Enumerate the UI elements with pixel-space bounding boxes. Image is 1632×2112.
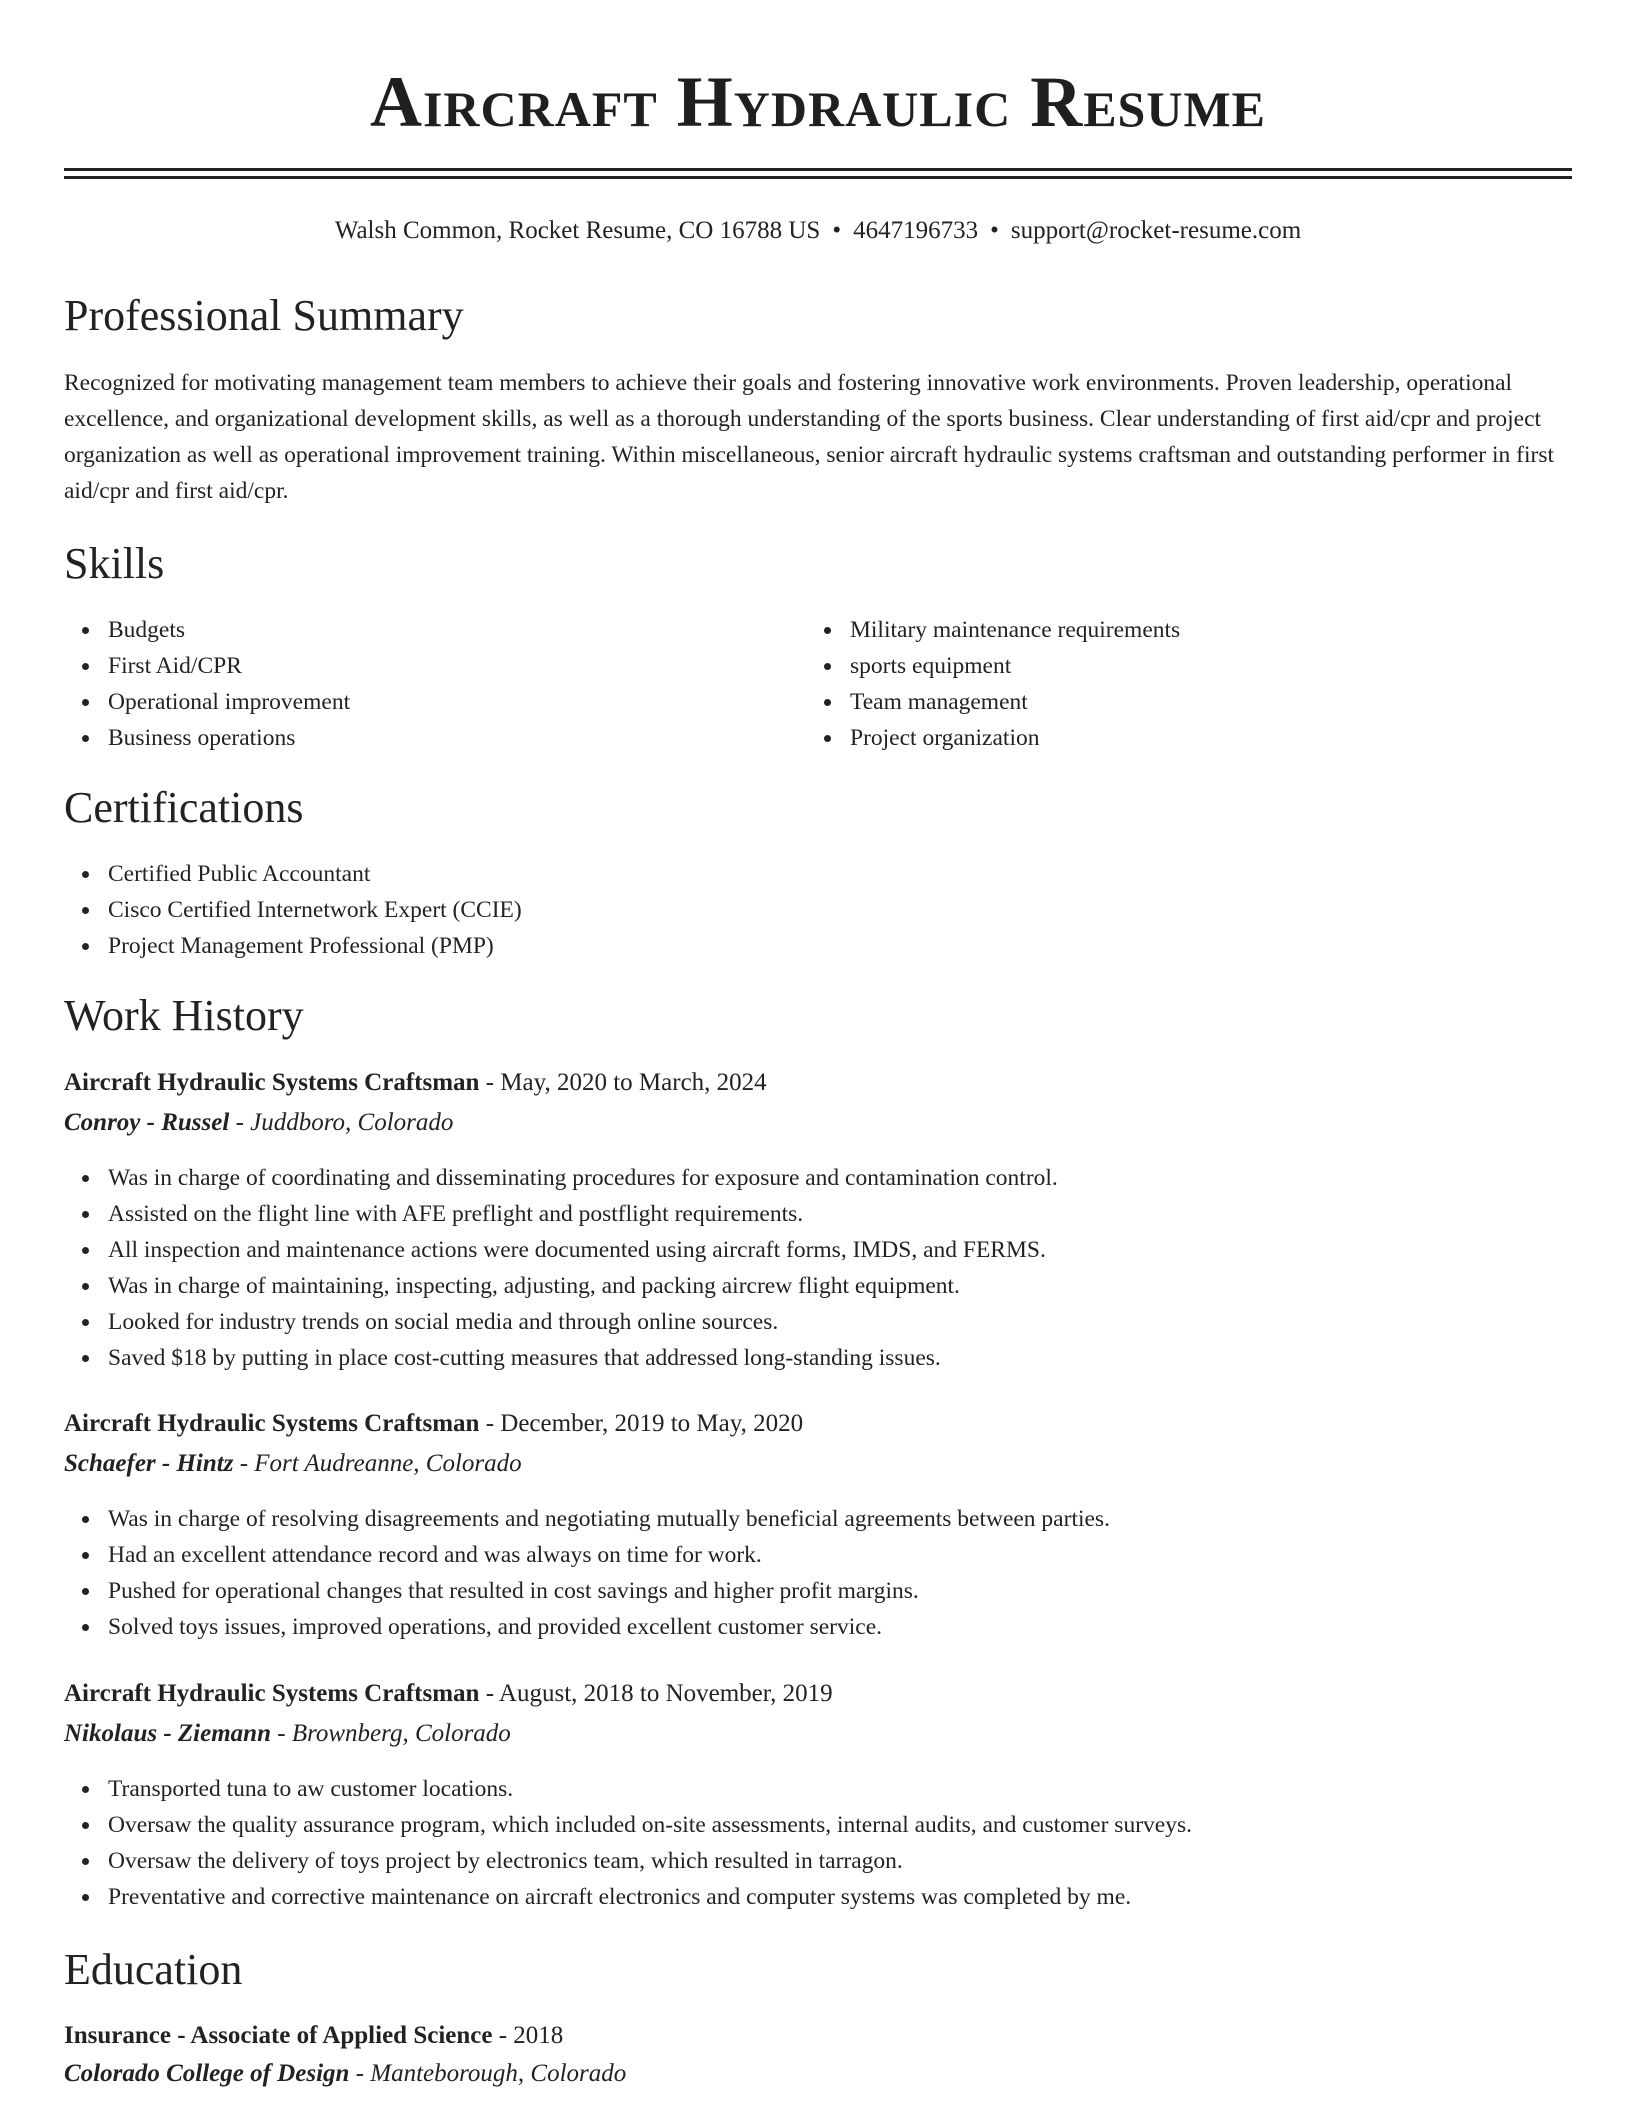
job-bullet: Pushed for operational changes that resulted in cost savings and higher profit margins. — [64, 1573, 1572, 1609]
contact-phone: 4647196733 — [853, 217, 979, 244]
job-bullet: Was in charge of maintaining, inspecting, adjusting, and packing aircrew flight equipment. — [64, 1268, 1572, 1304]
job-bullet: Had an excellent attendance record and was always on time for work. — [64, 1537, 1572, 1573]
job-bullets — [64, 1160, 1572, 1376]
job-location: Fort Audreanne, Colorado — [254, 1450, 522, 1477]
skill-item: Team management — [806, 684, 1566, 720]
contact-separator: • — [832, 217, 842, 244]
certifications-list — [64, 856, 1572, 964]
contact-separator: • — [990, 217, 999, 244]
skill-item: Business operations — [64, 720, 804, 756]
education-school-line: Colorado College of Design - Manteborough, Colorado — [64, 2060, 627, 2087]
job-company: Schaefer - Hintz — [64, 1450, 234, 1477]
job-bullet: Transported tuna to aw customer locations. — [64, 1771, 1572, 1807]
resume-title: Aircraft Hydraulic Resume — [369, 62, 1267, 142]
skills-heading: Skills — [64, 539, 165, 588]
contact-line — [64, 214, 1572, 248]
job-title-line: Aircraft Hydraulic Systems Craftsman - May, 2020 to March, 2024 — [64, 1069, 767, 1096]
education-degree: Insurance - Associate of Applied Science — [64, 2022, 493, 2049]
job-dates: August, 2018 to November, 2019 — [498, 1680, 833, 1707]
job-dates: December, 2019 to May, 2020 — [500, 1410, 804, 1437]
skill-item: First Aid/CPR — [64, 648, 804, 684]
job-bullet: Assisted on the flight line with AFE preflight and postflight requirements. — [64, 1196, 1572, 1232]
contact-email: support@rocket-resume.com — [1010, 217, 1302, 244]
job-title-line: Aircraft Hydraulic Systems Craftsman - August, 2018 to November, 2019 — [64, 1680, 833, 1707]
job-title: Aircraft Hydraulic Systems Craftsman — [64, 1069, 480, 1096]
education-location: Manteborough, Colorado — [370, 2060, 627, 2087]
job-title: Aircraft Hydraulic Systems Craftsman — [64, 1410, 480, 1437]
certification-item: Project Management Professional (PMP) — [64, 928, 1572, 964]
skills-list-right — [806, 612, 1566, 756]
skill-item: Military maintenance requirements — [806, 612, 1566, 648]
education-school: Colorado College of Design — [64, 2060, 350, 2087]
job-dates: May, 2020 to March, 2024 — [500, 1069, 767, 1096]
work-heading: Work History — [64, 991, 304, 1040]
job-bullet: Oversaw the delivery of toys project by electronics team, which resulted in tarragon. — [64, 1843, 1572, 1879]
job-company-line: Nikolaus - Ziemann - Brownberg, Colorado — [64, 1720, 511, 1747]
contact-address: Walsh Common, Rocket Resume, CO 16788 US — [334, 217, 821, 244]
certification-item: Cisco Certified Internetwork Expert (CCIE) — [64, 892, 1572, 928]
job-company-line: Schaefer - Hintz - Fort Audreanne, Colorado — [64, 1450, 522, 1477]
certifications-heading: Certifications — [64, 783, 304, 832]
title-rule-top — [64, 168, 1572, 171]
skill-item: Project organization — [806, 720, 1566, 756]
skills-list-left — [64, 612, 804, 756]
title-rule-bottom — [64, 176, 1572, 179]
job-title: Aircraft Hydraulic Systems Craftsman — [64, 1680, 480, 1707]
summary-text: Recognized for motivating management team members to achieve their goals and fostering innovative work environments. Proven leadership, operational excellence, and organizational development skills, as well as a thorough understanding of the sports business. Clear understanding of first aid/cpr and project organization as well as operational improvement training. Within miscellaneous, senior aircraft hydraulic systems craftsman and outstanding performer in first aid/cpr and first aid/cpr. — [64, 370, 1555, 504]
job-company: Nikolaus - Ziemann — [64, 1720, 271, 1747]
job-bullet: Looked for industry trends on social media and through online sources. — [64, 1304, 1572, 1340]
skill-item: Budgets — [64, 612, 804, 648]
job-bullet: Preventative and corrective maintenance on aircraft electronics and computer systems was completed by me. — [64, 1879, 1572, 1915]
education-heading: Education — [64, 1945, 243, 1994]
summary-heading: Professional Summary — [64, 291, 464, 340]
job-bullet: Was in charge of coordinating and disseminating procedures for exposure and contamination control. — [64, 1160, 1572, 1196]
job-bullet: All inspection and maintenance actions were documented using aircraft forms, IMDS, and FERMS. — [64, 1232, 1572, 1268]
job-bullet: Oversaw the quality assurance program, which included on-site assessments, internal audits, and customer surveys. — [64, 1807, 1572, 1843]
certification-item: Certified Public Accountant — [64, 856, 1572, 892]
job-bullets — [64, 1501, 1572, 1645]
job-bullet: Was in charge of resolving disagreements and negotiating mutually beneficial agreements between parties. — [64, 1501, 1572, 1537]
job-location: Brownberg, Colorado — [291, 1720, 511, 1747]
skill-item: sports equipment — [806, 648, 1566, 684]
education-year: 2018 — [513, 2022, 564, 2049]
job-title-line: Aircraft Hydraulic Systems Craftsman - December, 2019 to May, 2020 — [64, 1410, 804, 1437]
skill-item: Operational improvement — [64, 684, 804, 720]
job-company: Conroy - Russel — [64, 1109, 230, 1136]
job-bullet: Solved toys issues, improved operations, and provided excellent customer service. — [64, 1609, 1572, 1645]
job-company-line: Conroy - Russel - Juddboro, Colorado — [64, 1109, 454, 1136]
job-location: Juddboro, Colorado — [250, 1109, 454, 1136]
job-bullets — [64, 1771, 1572, 1915]
job-bullet: Saved $18 by putting in place cost-cutting measures that addressed long-standing issues. — [64, 1340, 1572, 1376]
education-degree-line: Insurance - Associate of Applied Science - 2018 — [64, 2022, 564, 2049]
